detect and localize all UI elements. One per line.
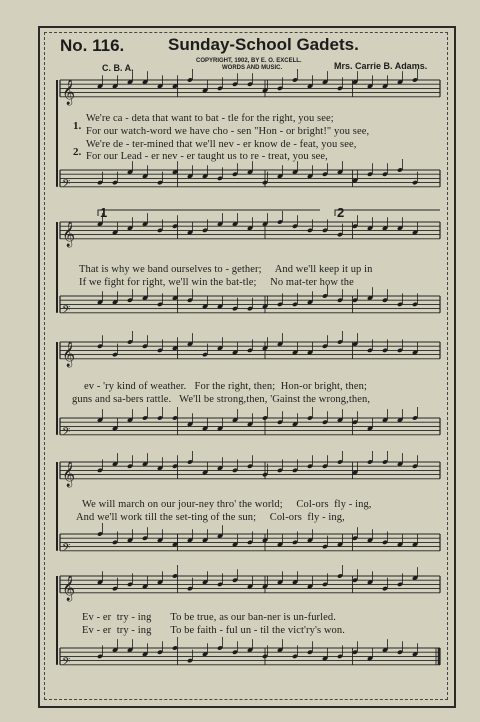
lyric-line: And we'll work till the set-ting of the sun; Col-ors fly - ing, <box>76 512 345 523</box>
hymn-title: Sunday-School Gadets. <box>168 35 359 54</box>
lyric-line: We're ca - deta that want to bat - tle for the right, you see; <box>86 113 334 124</box>
first-ending-bracket <box>98 210 320 216</box>
lyric-line: We will march on our jour-ney thro' the world; Col-ors fly - ing, <box>82 499 372 510</box>
lyric-line: guns and sa-bers rattle. We'll be strong,then, 'Gainst the wrong,then, <box>72 394 371 405</box>
lyric-line: We're de - ter-mined that we'll nev - er know de - feat, you see, <box>86 139 357 150</box>
second-ending-mark: 2 <box>337 205 345 220</box>
lyric-line: If we fight for right, we'll win the bat-tle; No mat-ter how the <box>79 277 354 288</box>
first-ending-mark: 1 <box>100 205 108 220</box>
lyricist-name: Mrs. Carrie B. Adams. <box>334 61 428 71</box>
second-ending-bracket <box>335 210 440 216</box>
words-and-music-note: WORDS AND MUSIC. <box>222 65 283 71</box>
bass-clef-icon: 𝄢 <box>62 541 71 557</box>
lyric-line: For our Lead - er nev - er taught us to re - treat, you see, <box>86 151 328 162</box>
verse-number-2: 2. <box>73 146 82 158</box>
composer-initials: C. B. A. <box>102 63 134 73</box>
lyric-line: Ev - er try - ing To be faith - ful un - til the vict'ry's won. <box>82 625 345 636</box>
lyric-line: ev - 'ry kind of weather. For the right, then; Hon-or bright, then; <box>84 381 367 392</box>
bass-clef-icon: 𝄢 <box>62 655 71 671</box>
treble-clef-icon: 𝄞 <box>62 461 76 487</box>
treble-clef-icon: 𝄞 <box>62 221 76 247</box>
bass-clef-icon: 𝄢 <box>62 425 71 441</box>
bass-clef-icon: 𝄢 <box>62 303 71 319</box>
treble-clef-icon: 𝄞 <box>62 341 76 367</box>
hymn-number: No. 116. <box>60 36 125 55</box>
treble-clef-icon: 𝄞 <box>62 79 76 105</box>
lyric-line: That is why we band ourselves to - gether; And we'll keep it up in <box>79 264 373 275</box>
verse-number-1: 1. <box>73 120 82 132</box>
bass-clef-icon: 𝄢 <box>62 177 71 193</box>
lyric-line: Ev - er try - ing To be true, as our ban-ner is un-furled. <box>82 612 336 623</box>
copyright-notice: COPYRIGHT, 1902, BY E. O. EXCELL. <box>196 58 302 64</box>
treble-clef-icon: 𝄞 <box>62 575 76 601</box>
lyric-line: For our watch-word we have cho - sen "Hon - or bright!" you see, <box>86 126 370 137</box>
